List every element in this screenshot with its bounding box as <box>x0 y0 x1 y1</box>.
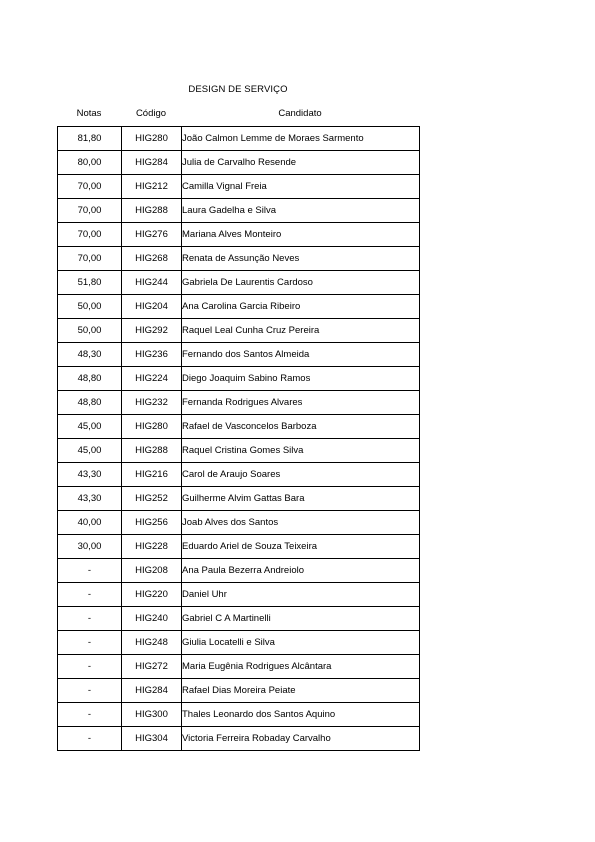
nota-cell: 81,80 <box>58 127 122 151</box>
nota-cell: - <box>58 727 122 751</box>
nota-cell: 80,00 <box>58 151 122 175</box>
column-header-candidato: Candidato <box>278 108 322 119</box>
table-row <box>58 151 420 175</box>
nota-cell: 50,00 <box>58 295 122 319</box>
candidato-cell: Raquel Cristina Gomes Silva <box>182 439 420 463</box>
codigo-cell: HIG268 <box>122 247 182 271</box>
candidato-cell: Carol de Araujo Soares <box>182 463 420 487</box>
codigo-cell: HIG292 <box>122 319 182 343</box>
nota-cell: 51,80 <box>58 271 122 295</box>
table-row <box>58 127 420 151</box>
nota-cell: - <box>58 559 122 583</box>
codigo-cell: HIG300 <box>122 703 182 727</box>
nota-cell: - <box>58 655 122 679</box>
candidato-cell: Guilherme Alvim Gattas Bara <box>182 487 420 511</box>
codigo-cell: HIG280 <box>122 127 182 151</box>
codigo-cell: HIG208 <box>122 559 182 583</box>
nota-cell: 45,00 <box>58 439 122 463</box>
candidato-cell: Rafael Dias Moreira Peiate <box>182 679 420 703</box>
nota-cell: - <box>58 607 122 631</box>
nota-cell: 48,30 <box>58 343 122 367</box>
nota-cell: - <box>58 679 122 703</box>
nota-cell: - <box>58 631 122 655</box>
table-row <box>58 295 420 319</box>
table-row <box>58 583 420 607</box>
table-row <box>58 463 420 487</box>
table-row <box>58 343 420 367</box>
candidato-cell: Maria Eugênia Rodrigues Alcântara <box>182 655 420 679</box>
table-row <box>58 535 420 559</box>
candidato-cell: Camilla Vignal Freia <box>182 175 420 199</box>
table-row <box>58 439 420 463</box>
table-row <box>58 367 420 391</box>
page-title: DESIGN DE SERVIÇO <box>188 84 288 95</box>
candidato-cell: Ana Paula Bezerra Andreiolo <box>182 559 420 583</box>
candidato-cell: Daniel Uhr <box>182 583 420 607</box>
codigo-cell: HIG216 <box>122 463 182 487</box>
codigo-cell: HIG212 <box>122 175 182 199</box>
nota-cell: 30,00 <box>58 535 122 559</box>
table-row <box>58 271 420 295</box>
candidato-cell: Joab Alves dos Santos <box>182 511 420 535</box>
candidato-cell: Eduardo Ariel de Souza Teixeira <box>182 535 420 559</box>
results-table <box>57 126 420 751</box>
candidato-cell: Ana Carolina Garcia Ribeiro <box>182 295 420 319</box>
nota-cell: 48,80 <box>58 367 122 391</box>
codigo-cell: HIG284 <box>122 151 182 175</box>
candidato-cell: Renata de Assunção Neves <box>182 247 420 271</box>
table-row <box>58 607 420 631</box>
column-header-notas: Notas <box>76 108 102 119</box>
codigo-cell: HIG220 <box>122 583 182 607</box>
table-row <box>58 319 420 343</box>
candidato-cell: Giulia Locatelli e Silva <box>182 631 420 655</box>
candidato-cell: Gabriela De Laurentis Cardoso <box>182 271 420 295</box>
column-header-codigo: Código <box>135 108 167 119</box>
candidato-cell: Fernanda Rodrigues Alvares <box>182 391 420 415</box>
codigo-cell: HIG304 <box>122 727 182 751</box>
table-row <box>58 199 420 223</box>
table-row <box>58 631 420 655</box>
codigo-cell: HIG204 <box>122 295 182 319</box>
codigo-cell: HIG288 <box>122 199 182 223</box>
nota-cell: 40,00 <box>58 511 122 535</box>
codigo-cell: HIG232 <box>122 391 182 415</box>
nota-cell: - <box>58 583 122 607</box>
table-row <box>58 679 420 703</box>
table-row <box>58 655 420 679</box>
results-table-body <box>58 127 420 751</box>
table-row <box>58 391 420 415</box>
candidato-cell: Gabriel C A Martinelli <box>182 607 420 631</box>
nota-cell: 70,00 <box>58 247 122 271</box>
nota-cell: 70,00 <box>58 175 122 199</box>
codigo-cell: HIG272 <box>122 655 182 679</box>
candidato-cell: Fernando dos Santos Almeida <box>182 343 420 367</box>
codigo-cell: HIG252 <box>122 487 182 511</box>
nota-cell: 70,00 <box>58 223 122 247</box>
codigo-cell: HIG284 <box>122 679 182 703</box>
candidato-cell: Thales Leonardo dos Santos Aquino <box>182 703 420 727</box>
nota-cell: 43,30 <box>58 487 122 511</box>
codigo-cell: HIG248 <box>122 631 182 655</box>
candidato-cell: Victoria Ferreira Robaday Carvalho <box>182 727 420 751</box>
nota-cell: 45,00 <box>58 415 122 439</box>
nota-cell: - <box>58 703 122 727</box>
table-row <box>58 559 420 583</box>
codigo-cell: HIG244 <box>122 271 182 295</box>
table-row <box>58 223 420 247</box>
codigo-cell: HIG276 <box>122 223 182 247</box>
candidato-cell: Diego Joaquim Sabino Ramos <box>182 367 420 391</box>
table-row <box>58 415 420 439</box>
codigo-cell: HIG280 <box>122 415 182 439</box>
candidato-cell: Julia de Carvalho Resende <box>182 151 420 175</box>
codigo-cell: HIG288 <box>122 439 182 463</box>
codigo-cell: HIG240 <box>122 607 182 631</box>
table-row <box>58 487 420 511</box>
table-row <box>58 247 420 271</box>
nota-cell: 48,80 <box>58 391 122 415</box>
candidato-cell: Raquel Leal Cunha Cruz Pereira <box>182 319 420 343</box>
table-row <box>58 703 420 727</box>
codigo-cell: HIG228 <box>122 535 182 559</box>
codigo-cell: HIG224 <box>122 367 182 391</box>
candidato-cell: Laura Gadelha e Silva <box>182 199 420 223</box>
codigo-cell: HIG256 <box>122 511 182 535</box>
table-row <box>58 175 420 199</box>
codigo-cell: HIG236 <box>122 343 182 367</box>
table-row <box>58 511 420 535</box>
nota-cell: 43,30 <box>58 463 122 487</box>
candidato-cell: João Calmon Lemme de Moraes Sarmento <box>182 127 420 151</box>
nota-cell: 50,00 <box>58 319 122 343</box>
candidato-cell: Mariana Alves Monteiro <box>182 223 420 247</box>
candidato-cell: Rafael de Vasconcelos Barboza <box>182 415 420 439</box>
table-row <box>58 727 420 751</box>
nota-cell: 70,00 <box>58 199 122 223</box>
